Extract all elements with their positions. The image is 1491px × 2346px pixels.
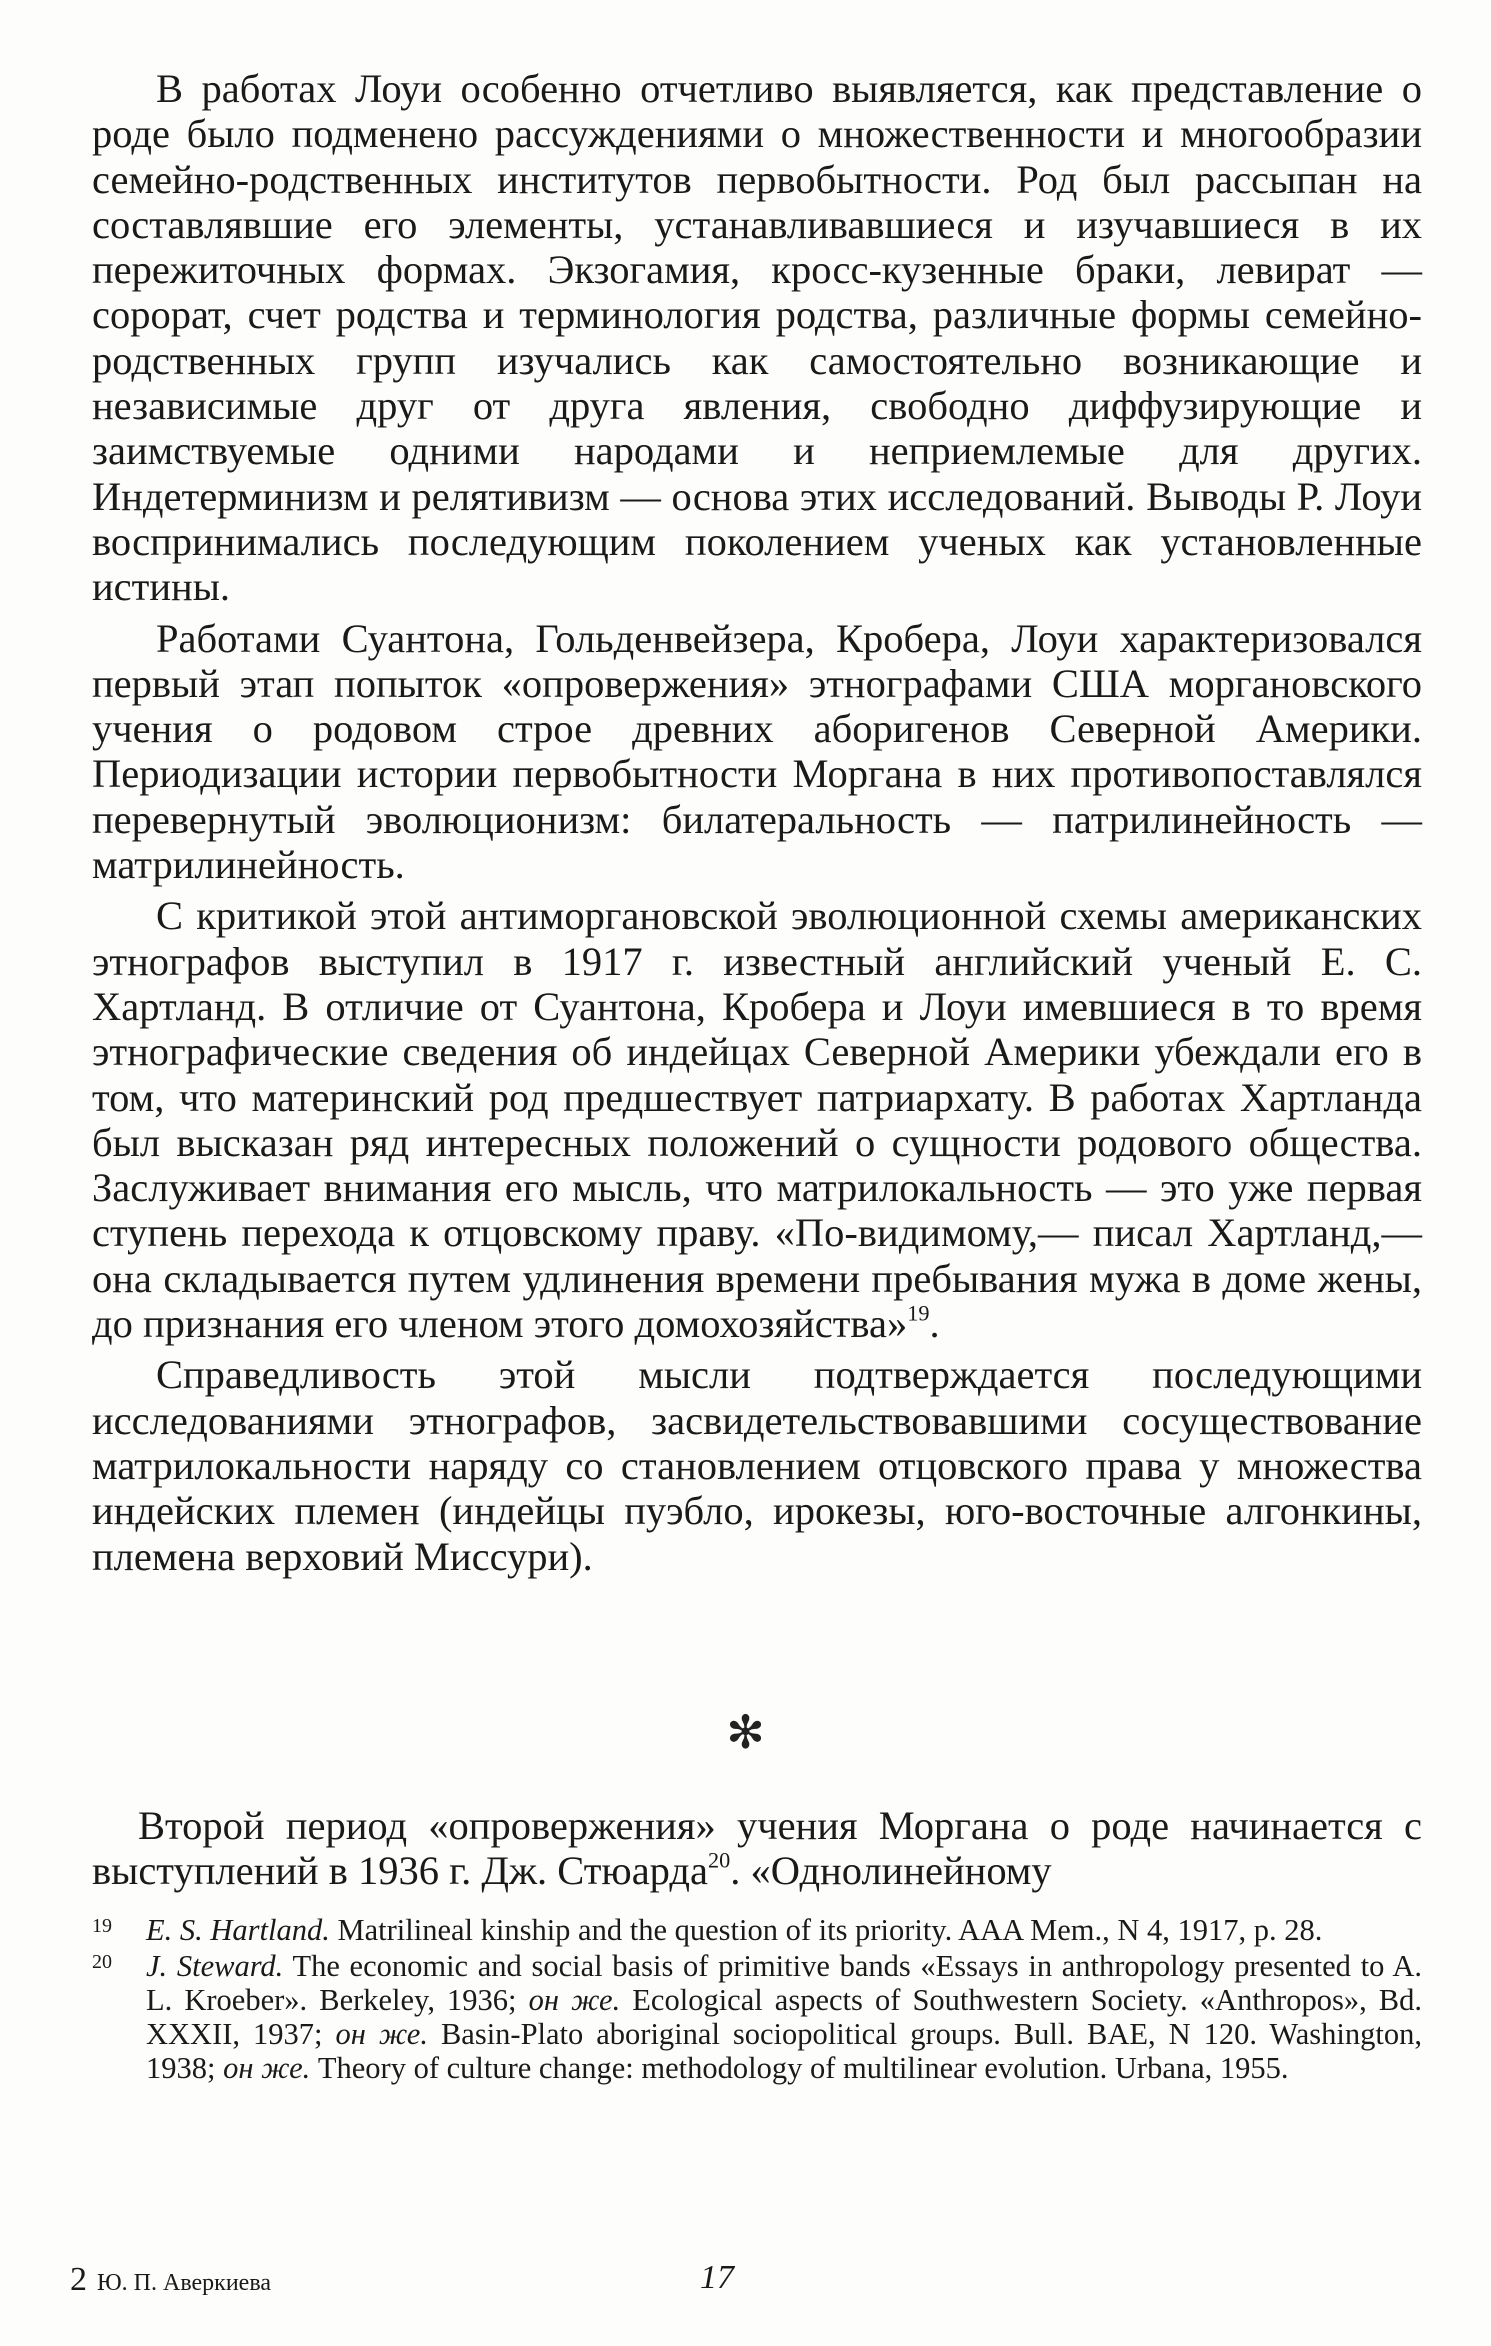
signature-number: 2 — [70, 2261, 87, 2298]
asterism-icon: ✻ — [726, 1707, 765, 1758]
footnote-author: E. S. Hartland. — [146, 1913, 330, 1947]
paragraph-2: Работами Суантона, Гольденвейзера, Кробера, Лоуи характеризовался первый этап попыток «опровержения» этнографами США моргановского учения о родовом строе древних аборигенов Северной Америки. Периодизации истории первобытности Моргана в них противопоставлялся перевернутый эволюционизм: билатеральность — патрилинейность — матрилинейность. — [92, 615, 1422, 888]
paragraph-5 — [92, 1803, 1422, 1894]
paragraph-4: Справедливость этой мысли подтверждается последующими исследованиями этнографов, засвидетельствовавшими сосуществование матрилокальности наряду со становлением отцовского права у множества индейских племен (индейцы пуэбло, ирокезы, юго-восточные алгонкины, племена верховий Миссури). — [92, 1352, 1422, 1579]
footnote-text: The economic and social basis of primitive bands «Essays in anthropology presented to A. L. Kroeber». Berkeley, 1936; — [146, 1949, 1422, 2017]
footnote-ibid: он же. — [223, 2051, 311, 2085]
footnote-19 — [92, 1913, 1422, 1947]
footnote-ref-20: 20 — [707, 1847, 731, 1873]
footnote-number: 19 — [92, 1915, 112, 1937]
footnote-text: Basin-Plato aboriginal sociopolitical groups. Bull. BAE, N 120. Washington, 1938; — [146, 2017, 1422, 2085]
footnote-text: Ecological aspects of Southwestern Society. «Anthropos», Bd. XXXII, 1937; — [146, 1983, 1423, 2051]
printer-signature — [70, 2260, 271, 2303]
main-text — [92, 66, 1422, 1579]
footnote-ibid: он же. — [528, 1983, 621, 2017]
paragraph-3-tail: . — [929, 1301, 940, 1347]
signature-text: Ю. П. Аверкиева — [97, 2270, 271, 2296]
page-footer — [70, 2260, 1400, 2300]
paragraph-3 — [92, 893, 1422, 1346]
footnotes — [92, 1913, 1422, 2085]
footnote-text: Theory of culture change: methodology of multilinear evolution. Urbana, 1955. — [310, 2051, 1289, 2085]
paragraph-1: В работах Лоуи особенно отчетливо выявляется, как представление о роде было подменено рассуждениями о множественности и многообразии семейно-родственных институтов первобытности. Род был рассыпан на составлявшие его элементы, устанавливавшиеся и изучавшиеся в их пережиточных формах. Экзогамия, кросс-кузенные браки, левират — сорорат, счет родства и терминология родства, различные формы семейно-родственных групп изучались как самостоятельно возникающие и независимые друг от друга явления, свободно диффузирующие и заимствуемые одними народами и неприемлемые для других. Индетерминизм и релятивизм — основа этих исследований. Выводы Р. Лоуи воспринимались последующим поколением ученых как установленные истины. — [92, 66, 1422, 610]
footnote-author: J. Steward. — [146, 1949, 284, 1983]
page-number: 17 — [700, 2259, 734, 2296]
second-period-text — [92, 1803, 1422, 1894]
footnote-text: Matrilineal kinship and the question of its priority. AAA Mem., N 4, 1917, p. 28. — [329, 1913, 1323, 1947]
paragraph-5-text: Второй период «опровержения» учения Моргана о роде начинается с выступлений в 1936 г. Дж. Стюарда — [92, 1803, 1422, 1894]
footnote-ref-19: 19 — [907, 1300, 930, 1326]
paragraph-3-text: С критикой этой антиморгановской эволюционной схемы американских этнографов выступил в 1917 г. известный английский ученый Е. С. Хартланд. В отличие от Суантона, Кробера и Лоуи имевшиеся в то время этнографические сведения об индейцах Северной Америки убеждали его в том, что материнский род предшествует патриархату. В работах Хартланда был высказан ряд интересных положений о сущности родового общества. Заслуживает внимания его мысль, что матрилокальность — это уже первая ступень перехода к отцовскому праву. «По-видимому,— писал Хартланд,— она складывается путем удлинения времени пребывания мужа в доме жены, до признания его членом этого домохозяйства» — [92, 893, 1422, 1347]
footnote-ibid: он же. — [335, 2017, 428, 2051]
footnote-number: 20 — [92, 1951, 112, 1973]
paragraph-5-tail: . «Однолинейному — [730, 1848, 1052, 1894]
footnote-20 — [92, 1949, 1422, 2085]
